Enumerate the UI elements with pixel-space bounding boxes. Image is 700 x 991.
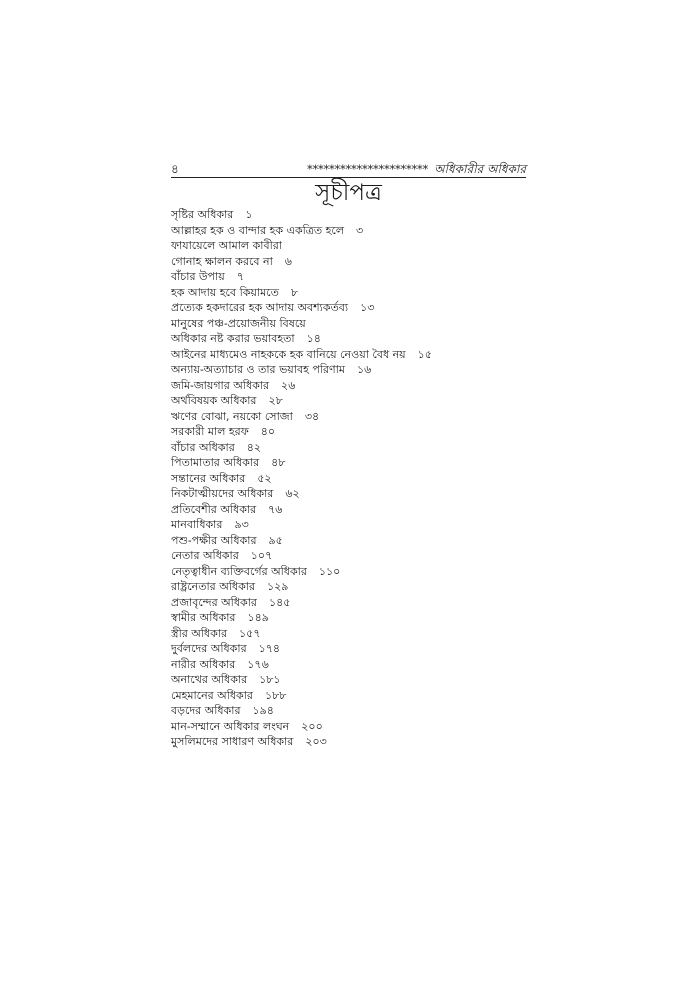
toc-entry-title: স্বামীর অধিকার (171, 611, 236, 624)
toc-entry-title: গোনাহ ক্ষালন করবে না (171, 254, 273, 268)
toc-entry-page-number: ৪৮ (271, 456, 286, 469)
running-title (307, 161, 526, 178)
toc-entry-title: প্রত্যেক হকদারের হক আদায় অবশ্যকর্তব্য (171, 301, 349, 314)
toc-entry-title: নেতার অধিকার (171, 549, 239, 562)
toc-entry-title: মানবাধিকার (171, 518, 223, 531)
toc-entry-title: অনাথের অধিকার (171, 673, 248, 686)
toc-entry-page-number: ১৭৬ (247, 657, 269, 671)
toc-entry (171, 502, 531, 518)
toc-entry-page-number: ২৬ (281, 378, 296, 392)
toc-entry (171, 331, 531, 347)
toc-entry-title: মুসলিমদের সাধারণ অধিকার (171, 735, 294, 748)
toc-entry-title: বড়দের অধিকার (171, 704, 241, 717)
toc-entry (171, 285, 531, 301)
toc-entry-page-number: ৭৬ (268, 502, 283, 516)
toc-entry (171, 409, 531, 425)
toc-entry (171, 254, 531, 270)
toc-entry-page-number: ১৬ (356, 363, 372, 376)
toc-entry-page-number: ২৮ (268, 394, 283, 407)
toc-entry-title: মেহমানের অধিকার (171, 688, 253, 702)
toc-entry (171, 455, 531, 471)
toc-entry-title: সন্তানের অধিকার (171, 471, 246, 485)
toc-entry-title: পিতামাতার অধিকার (171, 456, 260, 469)
toc-entry-title: নিকটাত্মীয়দের অধিকার (171, 487, 274, 500)
toc-entry (171, 300, 531, 316)
toc-entry-page-number: ১৪ (306, 332, 321, 345)
toc-entry-page-number: ৫২ (257, 471, 272, 485)
toc-entry-page-number: ২০৩ (305, 735, 327, 748)
toc-entry (171, 626, 531, 642)
toc-entry (171, 207, 531, 223)
toc-entry-title: হক আদায় হবে কিয়ামতে (171, 285, 279, 299)
toc-entry-title: মানুষের পঞ্চ-প্রয়োজনীয় বিষয়ে (171, 316, 306, 330)
toc-entry-page-number: ১৫ (417, 347, 432, 361)
toc-entry (171, 471, 531, 487)
toc-entry-title: আইনের মাধ্যমেও নাহককে হক বানিয়ে নেওয়া বৈধ নয় (171, 347, 406, 361)
toc-entry (171, 703, 531, 719)
toc-entry (171, 688, 531, 704)
toc-entry (171, 533, 531, 549)
toc-entry (171, 393, 531, 409)
toc-entry-page-number: ৪০ (260, 425, 276, 438)
toc-entry-page-number: ১৪৫ (268, 595, 291, 609)
toc-entry (171, 548, 531, 564)
toc-entry (171, 610, 531, 626)
toc-entry-page-number: ১৯৪ (252, 704, 274, 717)
toc-entry (171, 238, 531, 254)
toc-entry (171, 269, 531, 285)
toc-entry-page-number: ৩ (356, 223, 364, 237)
toc-entry (171, 347, 531, 363)
book-title: অধিকারীর অধিকার (434, 162, 526, 176)
toc-entry-title: প্রজাবৃন্দের অধিকার (171, 595, 257, 609)
toc-entry (171, 579, 531, 595)
toc-entry-page-number: ১ (245, 208, 253, 221)
toc-entry-page-number: ১৮১ (259, 673, 281, 686)
toc-entry-title: দুর্বলদের অধিকার (171, 642, 247, 655)
toc-entry-title: সরকারী মাল হরফ (171, 425, 249, 438)
toc-heading: সূচীপত্র (315, 180, 382, 206)
toc-entry-title: অন্যায়-অত্যাচার ও তার ভয়াবহ পরিণাম (171, 363, 345, 376)
toc-entry-title: প্রতিবেশীর অধিকার (171, 502, 257, 516)
toc-entry (171, 719, 531, 735)
toc-entry (171, 595, 531, 611)
toc-entry-page-number: ৭ (236, 270, 244, 283)
running-head (171, 161, 526, 177)
toc-entry-page-number: ৬২ (285, 487, 300, 500)
toc-entry (171, 316, 531, 332)
toc-entry-page-number: ৩৪ (304, 409, 320, 423)
toc-entry-title: ফাযায়েলে আমাল কাবীরা (171, 239, 282, 252)
star-ornament: ********************** (307, 163, 429, 176)
toc-entry-page-number: ১১০ (318, 564, 341, 578)
toc-entry-page-number: ৬ (284, 254, 292, 268)
toc-list (171, 207, 531, 750)
toc-entry (171, 641, 531, 657)
toc-entry-title: বাঁচার উপায় (171, 270, 225, 283)
toc-entry (171, 440, 531, 456)
toc-entry-page-number: ৯৫ (268, 533, 283, 547)
toc-entry (171, 362, 531, 378)
toc-entry-title: অর্থবিষয়ক অধিকার (171, 394, 257, 407)
toc-entry-page-number: ৮ (290, 285, 299, 299)
toc-entry-title: সৃষ্টির অধিকার (171, 208, 234, 221)
toc-entry-page-number: ৯৩ (234, 518, 249, 531)
toc-entry-page-number: ১৮৮ (264, 688, 287, 702)
toc-entry-title: মান-সম্মানে অধিকার লংঘন (171, 719, 290, 733)
toc-entry (171, 564, 531, 580)
toc-entry (171, 378, 531, 394)
toc-entry-title: নেতৃত্বাধীন ব্যক্তিবর্গের অধিকার (171, 564, 307, 578)
toc-entry-title: অধিকার নষ্ট করার ভয়াবহতা (171, 332, 295, 345)
toc-entry-page-number: ১০৭ (250, 549, 273, 562)
toc-entry-page-number: ২০০ (301, 719, 323, 733)
toc-entry-page-number: ১৪৯ (247, 611, 269, 624)
toc-entry (171, 486, 531, 502)
toc-entry-title: স্ত্রীর অধিকার (171, 626, 228, 640)
toc-entry (171, 424, 531, 440)
toc-entry (171, 657, 531, 673)
toc-entry (171, 223, 531, 239)
toc-entry-page-number: ১৩ (360, 301, 375, 314)
toc-entry-title: বাঁচার অধিকার (171, 440, 235, 454)
toc-entry-title: ঋণের বোঝা, নয়কো সোজা (171, 409, 293, 423)
toc-entry-page-number: ৪২ (246, 440, 262, 454)
toc-entry (171, 517, 531, 533)
toc-entry-title: জমি-জায়গার অধিকার (171, 378, 270, 392)
toc-entry-page-number: ১২৯ (267, 580, 289, 593)
toc-entry-page-number: ১৭৪ (258, 642, 281, 655)
toc-entry-title: পশু-পক্ষীর অধিকার (171, 533, 257, 547)
toc-entry (171, 672, 531, 688)
toc-entry-page-number: ১৫৭ (239, 626, 261, 640)
toc-entry (171, 734, 531, 750)
page-number: ৪ (171, 162, 179, 176)
toc-entry-title: রাষ্ট্রনেতার অধিকার (171, 580, 256, 593)
toc-entry-title: আল্লাহর হক ও বান্দার হক একত্রিত হলে (171, 223, 345, 237)
toc-entry-title: নারীর অধিকার (171, 657, 236, 671)
